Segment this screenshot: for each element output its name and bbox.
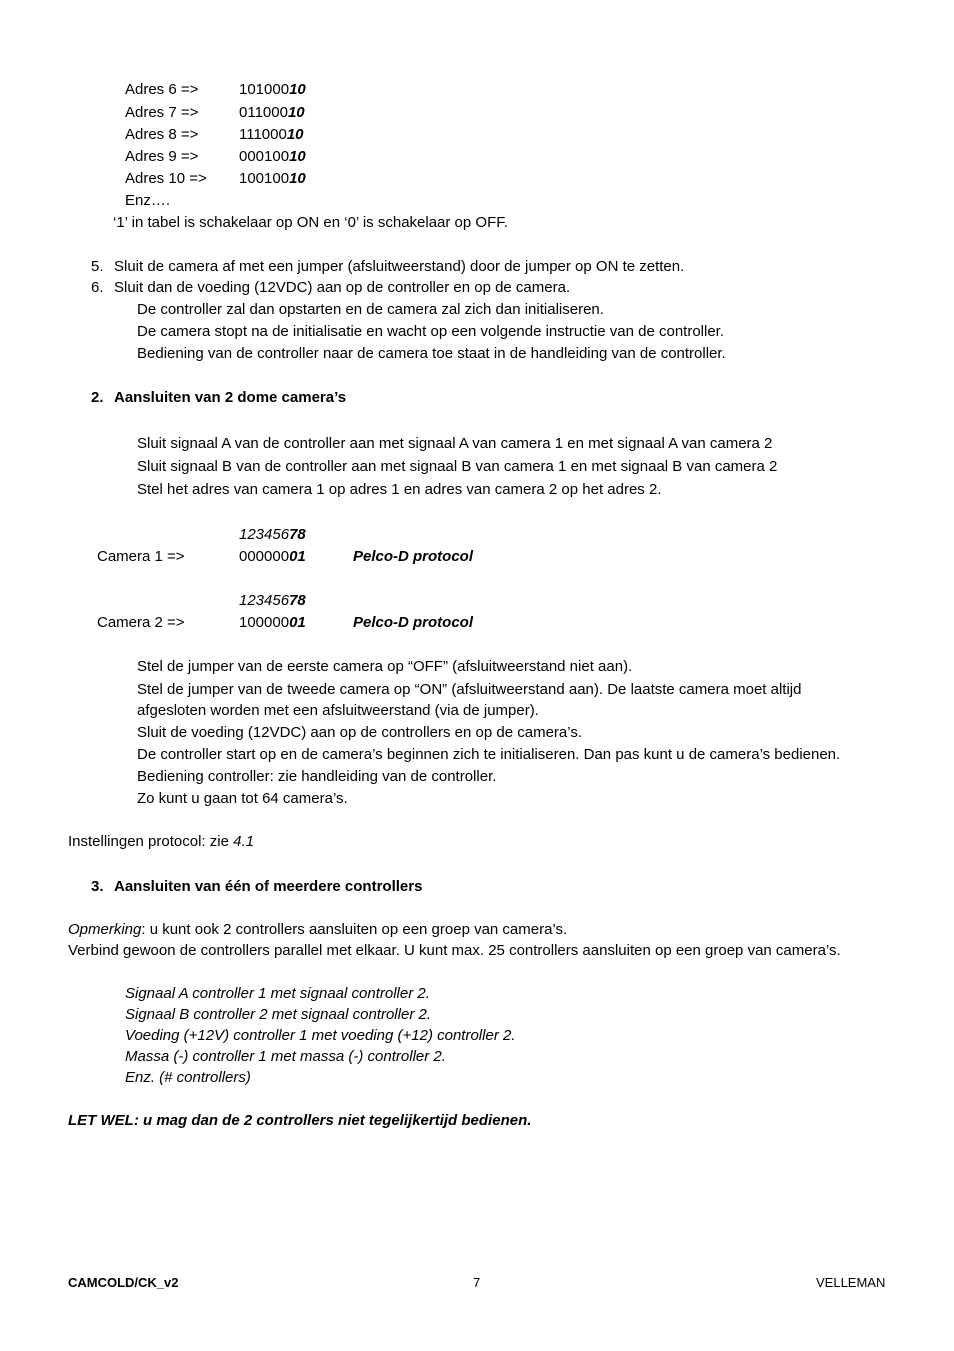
protocol-settings [68, 834, 254, 849]
address-label: Adres 6 => [125, 81, 199, 98]
camera-code-tail: 01 [289, 548, 306, 565]
jumper-line: Sluit de voeding (12VDC) aan op de controllers en op de camera’s. [137, 724, 582, 741]
dip-header-base: 123456 [239, 526, 290, 543]
address-code [239, 127, 304, 142]
remark-text: : u kunt ook 2 controllers aansluiten op een groep van camera’s. [141, 921, 568, 938]
camera-code [239, 615, 306, 630]
step-detail: De camera stopt na de initialisatie en wacht op een volgende instructie van de controller. [137, 323, 725, 340]
footer-doc-code: CAMCOLD/CK_v2 [68, 1275, 179, 1290]
warning-text: LET WEL: u mag dan de 2 controllers niet tegelijkertijd bedienen. [68, 1112, 532, 1129]
parallel-text: Verbind gewoon de controllers parallel met elkaar. U kunt max. 25 controllers aansluiten op een groep van camera’s. [68, 942, 841, 959]
section-paragraph: Sluit signaal A van de controller aan met signaal A van camera 1 en met signaal A van camera 2 [137, 435, 773, 452]
remark-label: Opmerking [68, 921, 142, 938]
camera-protocol: Pelco-D protocol [353, 614, 474, 631]
section-title: Aansluiten van 2 dome camera’s [114, 389, 347, 406]
footer-brand: VELLEMAN [816, 1275, 886, 1290]
step-detail: Bediening van de controller naar de camera toe staat in de handleiding van de controller. [137, 345, 726, 362]
address-label: Adres 7 => [125, 104, 199, 121]
jumper-line: De controller start op en de camera’s beginnen zich te initialiseren. Dan pas kunt u de camera’s bedienen. [137, 746, 841, 763]
section-number: 3. [91, 878, 104, 895]
camera-code-base: 000000 [239, 548, 290, 565]
step-detail: De controller zal dan opstarten en de camera zal zich dan initialiseren. [137, 301, 604, 318]
section-title: Aansluiten van één of meerdere controllers [114, 878, 423, 895]
address-code-base: 100100 [239, 170, 290, 187]
camera-protocol: Pelco-D protocol [353, 548, 474, 565]
jumper-line: Stel de jumper van de eerste camera op “OFF” (afsluitweerstand niet aan). [137, 658, 633, 675]
wiring-line: Enz. (# controllers) [125, 1069, 251, 1086]
camera-code-tail: 01 [289, 614, 306, 631]
wiring-line: Massa (-) controller 1 met massa (-) controller 2. [125, 1048, 446, 1065]
address-code-tail: 10 [289, 148, 306, 165]
footer-page-number: 7 [473, 1275, 481, 1290]
jumper-line: Stel de jumper van de tweede camera op “ON” (afsluitweerstand aan). De laatste camera moet altijd [137, 681, 802, 698]
table-note: ‘1’ in tabel is schakelaar op ON en ‘0’ is schakelaar op OFF. [113, 214, 508, 231]
protocol-settings-text: Instellingen protocol: zie [68, 833, 234, 850]
address-code-base: 101000 [239, 81, 290, 98]
jumper-line: afgesloten worden met een afsluitweerstand (via de jumper). [137, 702, 539, 719]
step-number: 5. [91, 258, 104, 275]
address-code-tail: 10 [289, 170, 306, 187]
camera-code [239, 549, 306, 564]
remark [68, 922, 567, 937]
dip-header-base: 123456 [239, 592, 290, 609]
step-number: 6. [91, 279, 104, 296]
wiring-line: Signaal A controller 1 met signaal controller 2. [125, 985, 430, 1002]
address-code-base: 111000 [239, 126, 287, 143]
section-paragraph: Sluit signaal B van de controller aan met signaal B van camera 1 en met signaal B van camera 2 [137, 458, 778, 475]
step-text: Sluit de camera af met een jumper (afsluitweerstand) door de jumper op ON te zetten. [114, 258, 685, 275]
section-number: 2. [91, 389, 104, 406]
protocol-settings-ref: 4.1 [233, 833, 254, 850]
address-code [239, 171, 306, 186]
dip-switch-header [239, 527, 306, 542]
camera-label: Camera 2 => [97, 614, 185, 631]
step-text: Sluit dan de voeding (12VDC) aan op de controller en op de camera. [114, 279, 571, 296]
camera-label: Camera 1 => [97, 548, 185, 565]
dip-header-tail: 78 [289, 526, 306, 543]
dip-header-tail: 78 [289, 592, 306, 609]
address-label: Adres 10 => [125, 170, 207, 187]
wiring-line: Signaal B controller 2 met signaal controller 2. [125, 1006, 431, 1023]
section-paragraph: Stel het adres van camera 1 op adres 1 en adres van camera 2 op het adres 2. [137, 481, 662, 498]
camera-code-base: 100000 [239, 614, 290, 631]
address-etc: Enz…. [125, 192, 171, 209]
address-code-tail: 10 [289, 81, 306, 98]
address-code [239, 149, 306, 164]
jumper-line: Zo kunt u gaan tot 64 camera’s. [137, 790, 348, 807]
address-label: Adres 8 => [125, 126, 199, 143]
wiring-line: Voeding (+12V) controller 1 met voeding (+12) controller 2. [125, 1027, 516, 1044]
address-code-base: 011000 [239, 104, 288, 121]
address-code [239, 82, 306, 97]
address-code-base: 000100 [239, 148, 290, 165]
address-label: Adres 9 => [125, 148, 199, 165]
address-code-tail: 10 [287, 104, 305, 121]
address-code [239, 105, 305, 120]
address-code-tail: 10 [286, 126, 304, 143]
dip-switch-header [239, 593, 306, 608]
jumper-line: Bediening controller: zie handleiding van de controller. [137, 768, 497, 785]
